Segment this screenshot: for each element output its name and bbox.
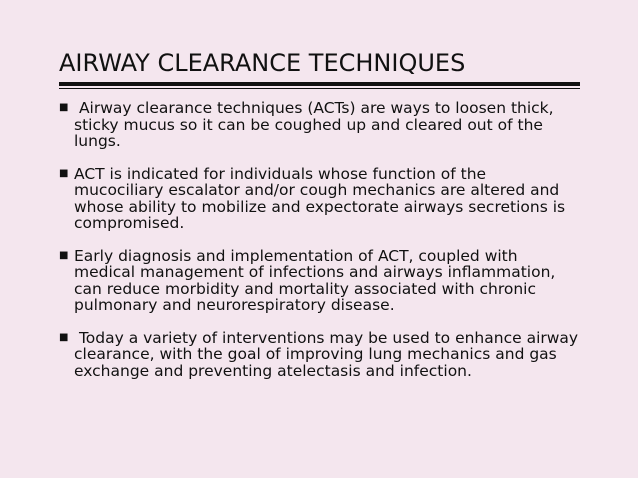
bullet-item xyxy=(59,248,579,314)
bullet-square-icon: ■ xyxy=(59,331,69,343)
bullet-square-icon: ■ xyxy=(59,167,69,179)
bullet-item xyxy=(59,328,584,380)
bullet-list xyxy=(59,99,584,395)
bullet-item xyxy=(59,166,579,232)
bullet-text: Today a variety of interventions may be used to enhance airway clearance, with the goal of improving lung mechanics and gas exchange and preventing atelectasis and infection. xyxy=(74,328,584,380)
title-underline-thick xyxy=(59,82,580,86)
bullet-text: Airway clearance techniques (ACTs) are ways to loosen thick, sticky mucus so it can be coughed up and cleared out of the lungs. xyxy=(74,99,559,150)
bullet-text: Early diagnosis and implementation of ACT, coupled with medical management of infections and airways inflammation, can reduce morbidity and mortality associated with chronic pulmonary and neurorespiratory disease. xyxy=(74,246,556,314)
bullet-square-icon: ■ xyxy=(59,102,69,113)
bullet-item xyxy=(59,100,579,150)
bullet-text: ACT is indicated for individuals whose function of the mucociliary escalator and/or cough mechanics are altered and whose ability to mobilize and expectorate airways secretions is compromised. xyxy=(74,164,566,232)
title-underline-thin xyxy=(59,88,580,89)
bullet-square-icon: ■ xyxy=(59,249,69,261)
slide-title: AIRWAY CLEARANCE TECHNIQUES xyxy=(59,49,466,77)
